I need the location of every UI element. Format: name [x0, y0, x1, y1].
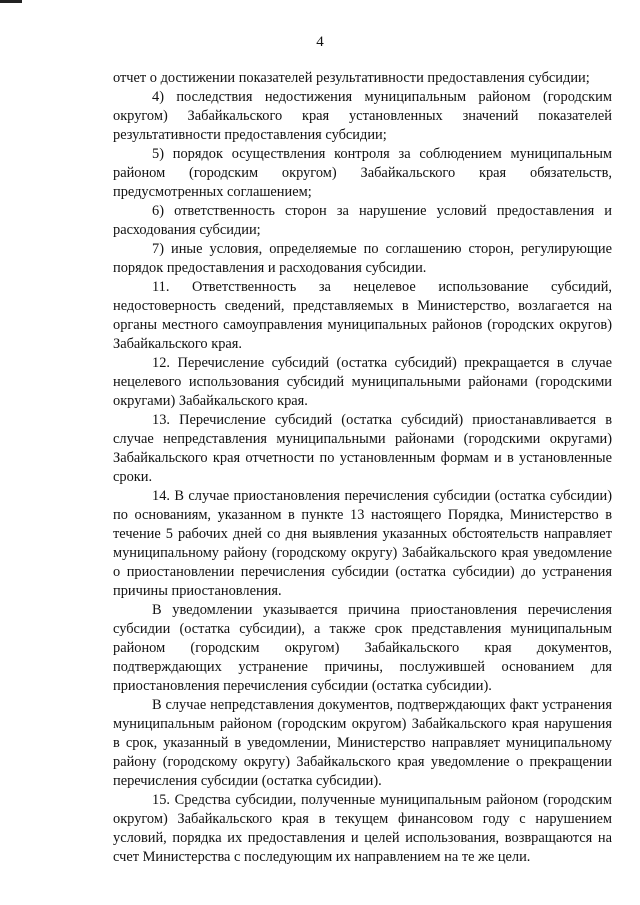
- paragraph-clause-11: 11. Ответственность за нецелевое использование субсидий, недостоверность сведений, представляемых в Министерство, возлагается на органы местного самоуправления муниципальных районов (городских округов) Забайкальского края.: [113, 279, 612, 352]
- paragraph-clause-13: 13. Перечисление субсидий (остатка субсидий) приостанавливается в случае непредставления муниципальными районами (городскими округами) Забайкальского края отчетности по установленным формам и в установленные сроки.: [113, 412, 612, 485]
- paragraph-clause-15: 15. Средства субсидии, полученные муниципальным районом (городским округом) Забайкальского края в текущем финансовом году с нарушением условий, порядка их предоставления и целей использования, возвращаются на счет Министерства с последующим их направлением на те же цели.: [113, 792, 612, 865]
- paragraph-notice-reason: В уведомлении указывается причина приостановления перечисления субсидии (остатка субсидии), а также срок представления муниципальным районом (городским округом) Забайкальского края документов, подтверждающих устранение причины, послужившей основанием для приостановления перечисления субсидии (остатка субсидии).: [113, 602, 612, 694]
- paragraph-notice-termination: В случае непредставления документов, подтверждающих факт устранения муниципальным районом (городским округом) Забайкальского края нарушения в срок, указанный в уведомлении, Министерство направляет муниципальному району (городскому округу) Забайкальского края уведомление о прекращении перечисления субсидии (остатка субсидии).: [113, 697, 612, 789]
- paragraph-clause-12: 12. Перечисление субсидий (остатка субсидий) прекращается в случае нецелевого использования субсидий муниципальными районами (городскими округами) Забайкальского края.: [113, 355, 612, 409]
- paragraph-clause-14: 14. В случае приостановления перечисления субсидии (остатка субсидии) по основаниям, указанном в пункте 13 настоящего Порядка, Министерство в течение 5 рабочих дней со дня выявления указанных обстоятельств направляет муниципальному району (городскому округу) Забайкальского края уведомление о приостановлении перечисления субсидии (остатка субсидии) до устранения причины приостановления.: [113, 488, 612, 599]
- paragraph-item-4: 4) последствия недостижения муниципальным районом (городским округом) Забайкальского края установленных значений показателей результативности предоставления субсидии;: [113, 89, 612, 143]
- document-body: [113, 69, 612, 867]
- paragraph-continuation: отчет о достижении показателей результативности предоставления субсидии;: [113, 70, 590, 86]
- page-number: 4: [316, 34, 324, 50]
- paragraph-item-5: 5) порядок осуществления контроля за соблюдением муниципальным районом (городским округом) Забайкальского края обязательств, предусмотренных соглашением;: [113, 146, 612, 200]
- scan-corner-mark: [0, 0, 22, 3]
- paragraph-item-7: 7) иные условия, определяемые по соглашению сторон, регулирующие порядок предоставления и расходования субсидии.: [113, 241, 612, 276]
- paragraph-item-6: 6) ответственность сторон за нарушение условий предоставления и расходования субсидии;: [113, 203, 612, 238]
